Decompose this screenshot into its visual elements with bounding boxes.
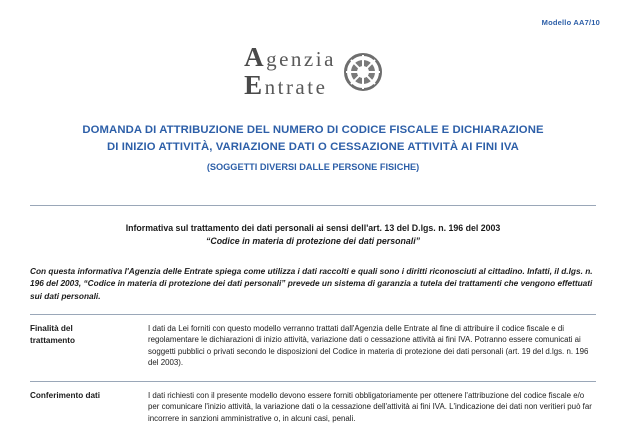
agenzia-entrate-emblem-icon xyxy=(344,53,382,91)
section-label-finalita-line-2: trattamento xyxy=(30,335,76,345)
privacy-notice-heading xyxy=(0,222,626,248)
section-conferimento-dati xyxy=(30,390,596,424)
title-subtitle: (SOGGETTI DIVERSI DALLE PERSONE FISICHE) xyxy=(206,162,420,172)
section-label-conferimento-line-1: Conferimento dati xyxy=(30,391,101,400)
logo-inner xyxy=(244,44,382,99)
privacy-notice-intro: Con questa informativa l'Agenzia delle Entrate spiega come utilizza i dati raccolti e quali sono i diritti riconosciuti al cittadino. Infatti, il d.lgs. n. 196 del 2003, “Codice in materia di protezione dei dati personali” prevede un sistema di garanzia a tutela dei trattamenti che vengono effettuati sui dati personali. xyxy=(30,266,593,301)
logo-initial-e: E xyxy=(244,70,265,100)
privacy-notice-heading-line-2: “Codice in materia di protezione dei dati personali” xyxy=(205,236,421,246)
section-label-finalita xyxy=(30,323,148,369)
divider-top xyxy=(30,205,596,206)
title-line-1: DOMANDA DI ATTRIBUZIONE DEL NUMERO DI CODICE FISCALE E DICHIARAZIONE xyxy=(82,124,544,136)
section-label-finalita-line-1: Finalità del xyxy=(30,324,73,333)
section-label-conferimento xyxy=(30,390,148,424)
emblem-core xyxy=(357,66,369,78)
logo-line-entrate xyxy=(244,72,336,99)
logo-rest-entrate: ntrate xyxy=(264,75,328,99)
divider-middle xyxy=(30,314,596,315)
section-text-conferimento-paragraph: I dati richiesti con il presente modello devono essere forniti obbligatoriamente per ottenere l'attribuzione del codice fiscale e/o per comunicare l'inizio attività, la variazione dati o la cessazione dell'attività ai fini IVA. L'indicazione dei dati non veritieri può far incorrere in sanzioni amministrative o, in alcuni casi, penali. xyxy=(148,391,592,423)
divider-bottom xyxy=(30,381,596,382)
logo-wordmark xyxy=(244,44,336,99)
agency-logo xyxy=(0,44,626,99)
logo-rest-agenzia: genzia xyxy=(266,47,336,71)
title-line-2: DI INIZIO ATTIVITÀ, VARIAZIONE DATI O CESSAZIONE ATTIVITÀ AI FINI IVA xyxy=(107,141,519,153)
privacy-notice-heading-line-1: Informativa sul trattamento dei dati personali ai sensi dell'art. 13 del D.lgs. n. 196 del 2003 xyxy=(125,223,501,233)
model-code-label: Modello AA7/10 xyxy=(541,18,600,27)
section-text-finalita-paragraph: I dati da Lei forniti con questo modello verranno trattati dall'Agenzia delle Entrate al fine di attribuire il codice fiscale e di regolamentare le dichiarazioni di inizio attività, variazione dati o cessazione attività ai fini IVA. Potranno essere comunicati ai soggetti pubblici o privati secondo le disposizioni del Codice in materia di protezione dei dati personali (art. 19 del d.lgs. n. 196 del 2003). xyxy=(148,324,589,368)
logo-initial-a: A xyxy=(244,42,267,72)
section-text-conferimento xyxy=(148,390,596,424)
logo-line-agenzia xyxy=(244,44,336,71)
section-text-finalita xyxy=(148,323,596,369)
section-finalita-trattamento xyxy=(30,323,596,369)
page-title xyxy=(0,122,626,175)
